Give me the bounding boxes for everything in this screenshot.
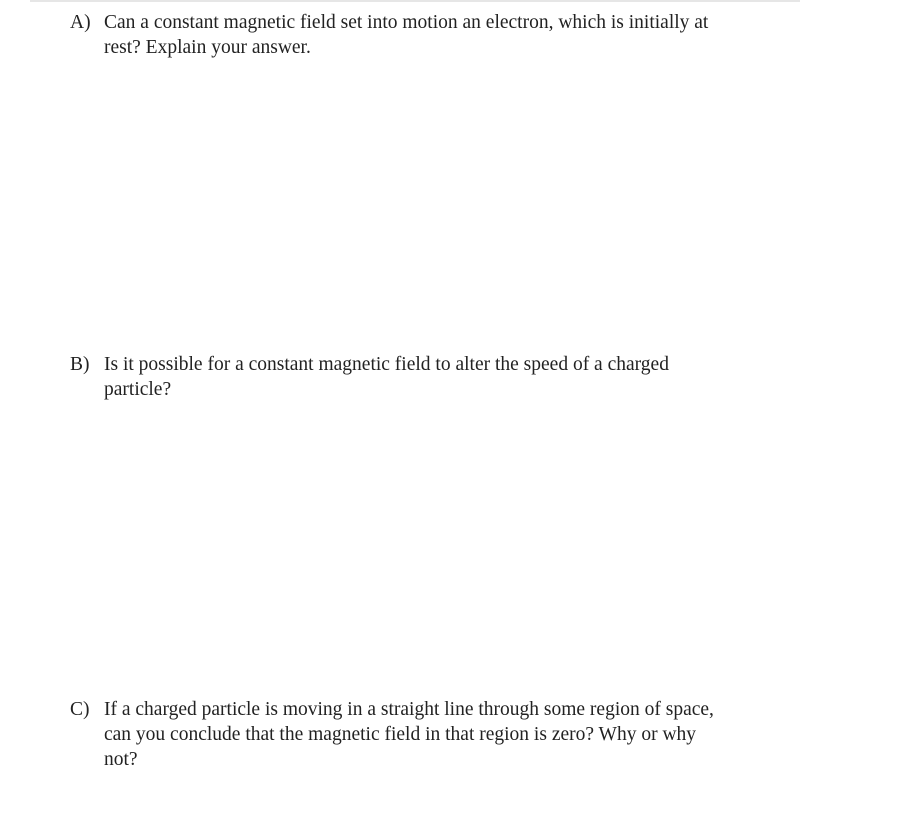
- question-c-line-3: not?: [104, 749, 138, 770]
- question-b-letter: B): [70, 354, 90, 375]
- question-c-letter: C): [70, 699, 90, 720]
- question-b: [70, 352, 790, 402]
- question-b-text: [104, 352, 790, 402]
- question-a: [70, 10, 790, 60]
- page-top-rule: [30, 0, 800, 2]
- question-c: [70, 697, 790, 772]
- question-a-line-2: rest? Explain your answer.: [104, 37, 311, 58]
- question-c-line-2: can you conclude that the magnetic field in that region is zero? Why or why: [104, 724, 697, 745]
- question-c-text: [104, 697, 790, 772]
- question-a-line-1: Can a constant magnetic field set into motion an electron, which is initially at: [104, 12, 709, 33]
- question-a-text: [104, 10, 790, 60]
- question-c-line-1: If a charged particle is moving in a straight line through some region of space,: [104, 699, 714, 720]
- question-b-line-2: particle?: [104, 379, 172, 400]
- question-a-letter: A): [70, 12, 91, 33]
- question-b-line-1: Is it possible for a constant magnetic field to alter the speed of a charged: [104, 354, 669, 375]
